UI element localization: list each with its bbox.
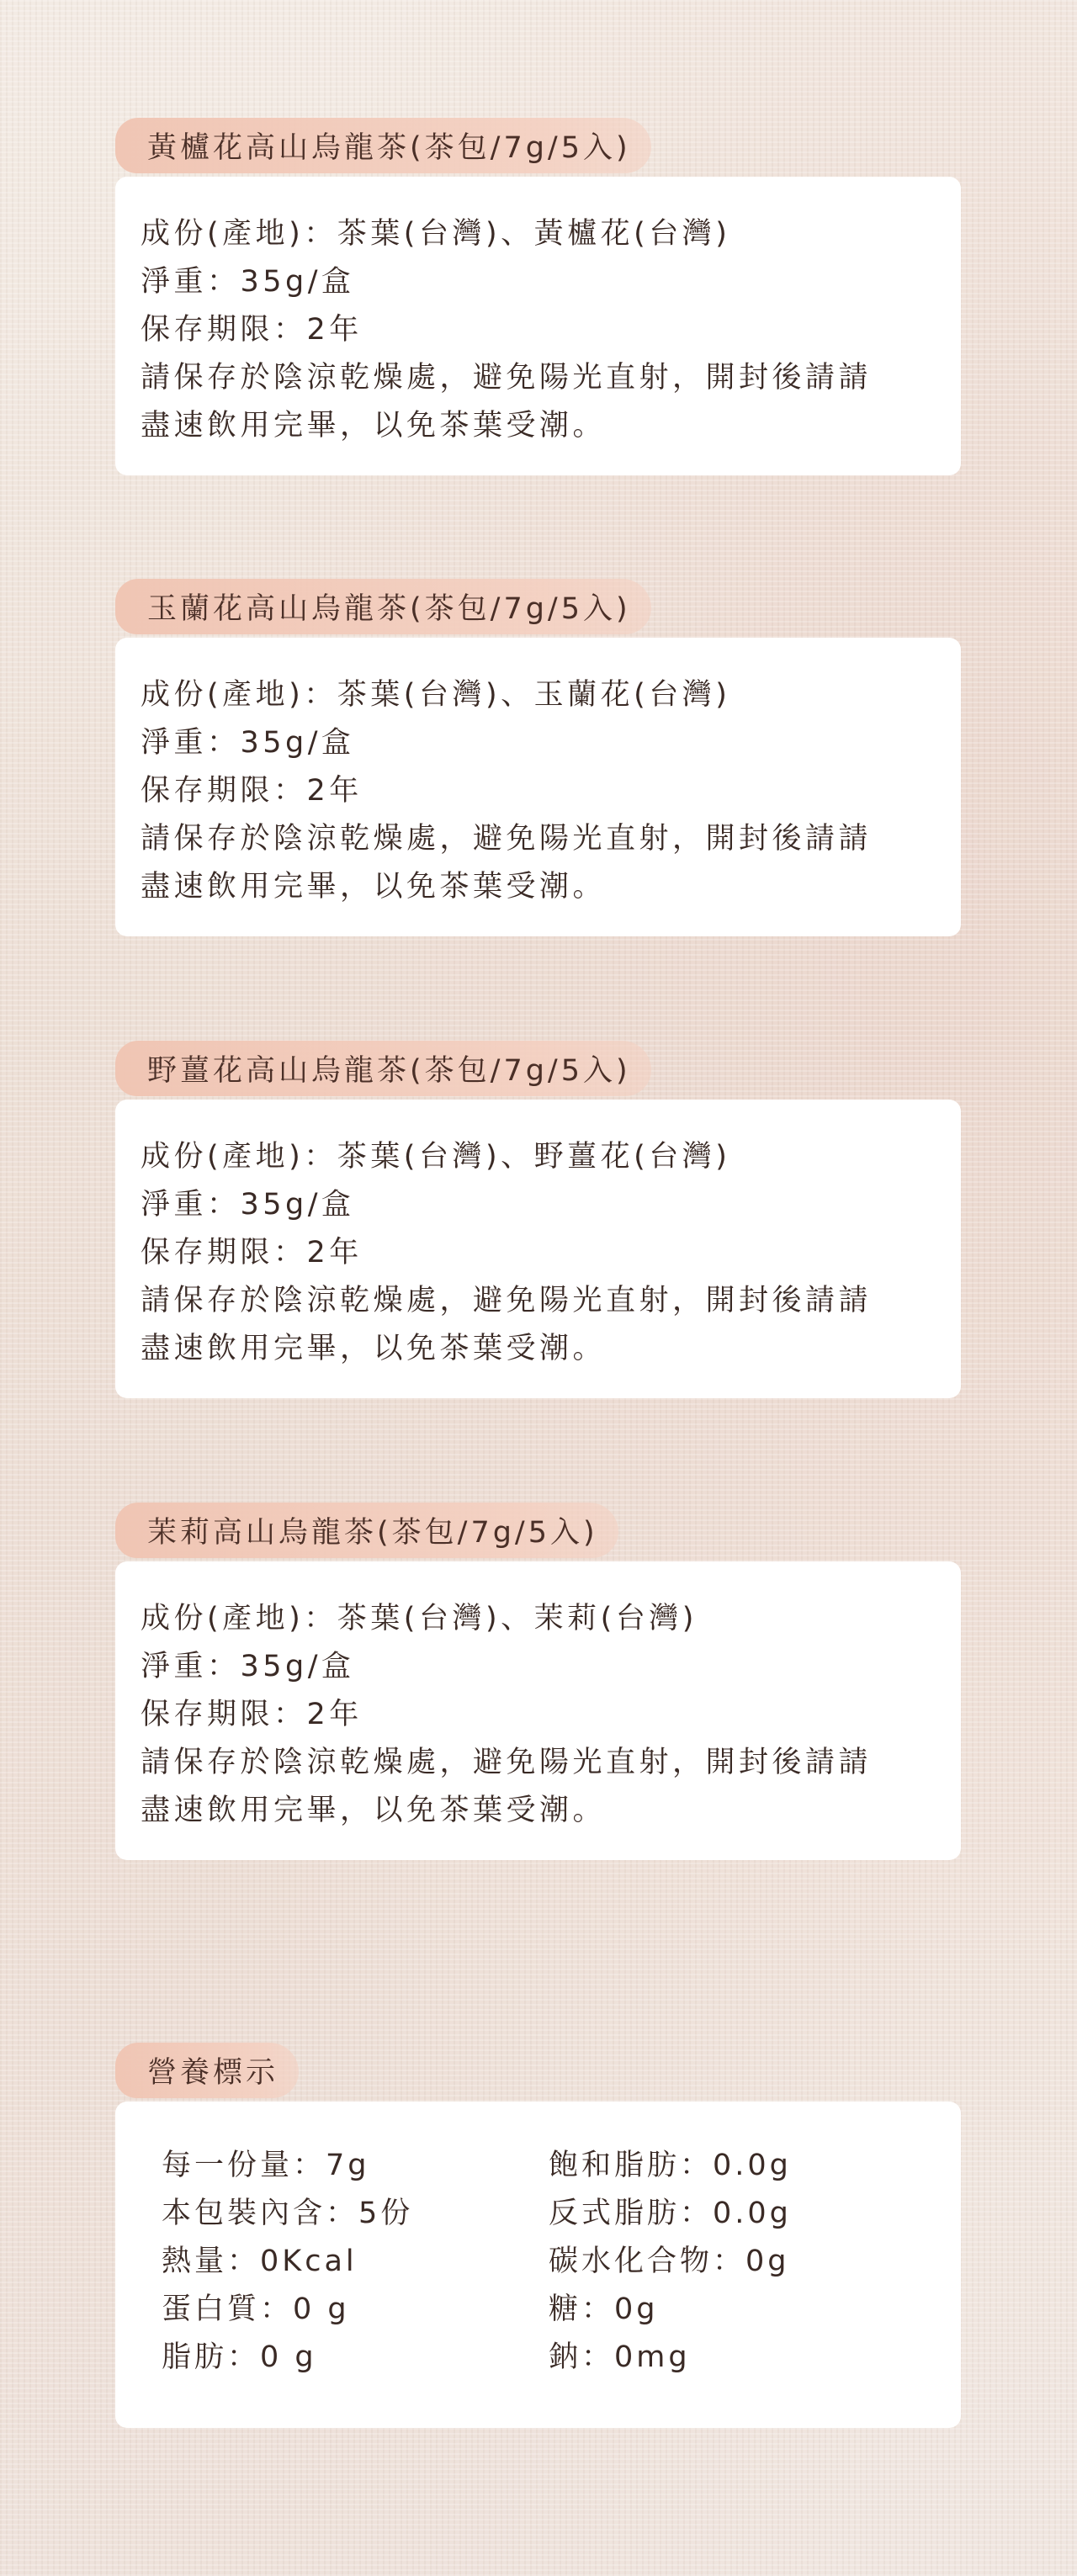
net-weight-line: 淨重：35g/盒 [141, 1650, 355, 1683]
nutrition-grid [162, 2142, 936, 2382]
nutrition-right-column [549, 2142, 936, 2382]
nutrition-card [115, 2102, 961, 2428]
net-weight-line: 淨重：35g/盒 [141, 726, 355, 760]
shelf-life-line: 保存期限：2年 [141, 774, 363, 808]
storage-note-line-2: 盡速飲用完畢，以免茶葉受潮。 [141, 870, 607, 904]
servings-per-package: 本包裝內含：5份 [162, 2197, 414, 2230]
storage-note-line-2: 盡速飲用完畢，以免茶葉受潮。 [141, 1332, 607, 1365]
saturated-fat: 飽和脂肪：0.0g [549, 2149, 792, 2182]
product-info-card [115, 638, 961, 936]
ingredients-line: 成份(產地)：茶葉(台灣)、野薑花(台灣) [141, 1140, 731, 1174]
fat: 脂肪：0 g [162, 2340, 317, 2374]
storage-note-line-1: 請保存於陰涼乾燥處，避免陽光直射，開封後請請 [141, 1746, 873, 1779]
nutrition-title-tag: 營養標示 [115, 2043, 299, 2098]
shelf-life-line: 保存期限：2年 [141, 1698, 363, 1731]
shelf-life-line: 保存期限：2年 [141, 1236, 363, 1269]
storage-note-line-2: 盡速飲用完畢，以免茶葉受潮。 [141, 409, 607, 443]
shelf-life-line: 保存期限：2年 [141, 313, 363, 347]
product-info-card [115, 177, 961, 475]
ingredients-line: 成份(產地)：茶葉(台灣)、玉蘭花(台灣) [141, 678, 731, 712]
nutrition-left-column [162, 2142, 549, 2382]
product-info-card [115, 1100, 961, 1398]
net-weight-line: 淨重：35g/盒 [141, 1188, 355, 1222]
product-title-tag: 茉莉高山烏龍茶(茶包/7g/5入) [115, 1503, 618, 1558]
sodium: 鈉：0mg [549, 2340, 691, 2374]
sugar: 糖：0g [549, 2292, 659, 2326]
storage-note-line-1: 請保存於陰涼乾燥處，避免陽光直射，開封後請請 [141, 822, 873, 856]
storage-note-line-1: 請保存於陰涼乾燥處，避免陽光直射，開封後請請 [141, 361, 873, 395]
protein: 蛋白質：0 g [162, 2292, 350, 2326]
calories: 熱量：0Kcal [162, 2245, 358, 2278]
carbohydrates: 碳水化合物：0g [549, 2245, 790, 2278]
product-info-card [115, 1561, 961, 1860]
ingredients-line: 成份(產地)：茶葉(台灣)、茉莉(台灣) [141, 1602, 698, 1635]
storage-note-line-1: 請保存於陰涼乾燥處，避免陽光直射，開封後請請 [141, 1284, 873, 1317]
serving-size: 每一份量：7g [162, 2149, 370, 2182]
ingredients-line: 成份(產地)：茶葉(台灣)、黃櫨花(台灣) [141, 217, 731, 251]
product-title-tag: 玉蘭花高山烏龍茶(茶包/7g/5入) [115, 579, 651, 634]
product-title-tag: 黃櫨花高山烏龍茶(茶包/7g/5入) [115, 118, 651, 173]
product-title-tag: 野薑花高山烏龍茶(茶包/7g/5入) [115, 1041, 651, 1096]
net-weight-line: 淨重：35g/盒 [141, 265, 355, 299]
storage-note-line-2: 盡速飲用完畢，以免茶葉受潮。 [141, 1794, 607, 1827]
trans-fat: 反式脂肪：0.0g [549, 2197, 792, 2230]
